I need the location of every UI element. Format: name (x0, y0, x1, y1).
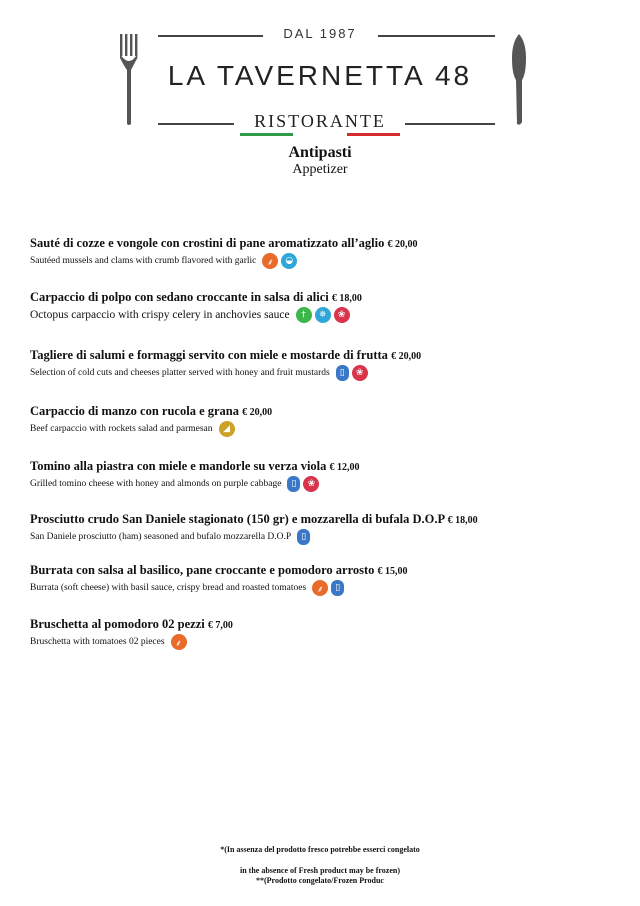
nuts-icon: ❀ (303, 476, 319, 492)
allergen-icons (312, 580, 344, 596)
wheat-icon: ⸙ (312, 580, 328, 596)
allergen-icons (219, 421, 235, 437)
item-price: € 18,00 (447, 515, 478, 526)
italian-flag-stripe (240, 133, 400, 136)
item-price: € 20,00 (242, 407, 273, 418)
menu-item (30, 348, 620, 382)
brand-name: LA TAVERNETTA 48 (167, 60, 473, 91)
item-name: Tagliere di salumi e formaggi servito con miele e mostarde di frutta (30, 348, 388, 362)
milk-icon: ▯ (287, 476, 300, 492)
top-left-rule (158, 35, 263, 37)
milk-icon: ▯ (336, 365, 349, 381)
shellfish-icon: ◒ (281, 253, 297, 269)
item-price: € 18,00 (331, 293, 362, 304)
menu-item (30, 617, 620, 651)
item-description: Grilled tomino cheese with honey and almonds on purple cabbage (30, 478, 282, 489)
menu-item (30, 563, 620, 597)
allergen-icons (262, 253, 297, 269)
brand-subtitle: RISTORANTE (254, 111, 386, 131)
milk-icon: ▯ (297, 529, 310, 545)
menu-item (30, 459, 620, 493)
footer-note-3: **(Prodotto congelato/Frozen Produc (256, 876, 384, 885)
fork-icon (118, 34, 140, 126)
item-description: Beef carpaccio with rockets salad and parmesan (30, 423, 213, 434)
item-price: € 7,00 (207, 620, 233, 631)
item-description: San Daniele prosciutto (ham) seasoned and bufalo mozzarella D.O.P (30, 531, 292, 542)
footer-note-1: *(In assenza del prodotto fresco potrebbe esserci congelato (220, 845, 420, 854)
item-name: Carpaccio di manzo con rucola e grana (30, 404, 240, 418)
nuts-icon: ❀ (334, 307, 350, 323)
wheat-icon: ⸙ (171, 634, 187, 650)
fish-icon: † (296, 307, 312, 323)
item-description: Octopus carpaccio with crispy celery in anchovies sauce (30, 308, 290, 321)
mustard-icon: ◢ (219, 421, 235, 437)
bottom-left-rule (158, 123, 234, 125)
item-name: Tomino alla piastra con miele e mandorle su verza viola (30, 459, 327, 473)
footer-note-2: in the absence of Fresh product may be frozen) (240, 866, 400, 875)
item-price: € 15,00 (377, 566, 408, 577)
wheat-icon: ⸙ (262, 253, 278, 269)
item-name: Bruschetta al pomodoro 02 pezzi (30, 617, 205, 631)
item-name: Sauté di cozze e vongole con crostini di pane aromatizzato all’aglio (30, 236, 385, 250)
item-description: Sautéed mussels and clams with crumb flavored with garlic (30, 255, 257, 266)
restaurant-logo (0, 0, 640, 140)
item-description: Burrata (soft cheese) with basil sauce, crispy bread and roasted tomatoes (30, 582, 307, 593)
item-description: Bruschetta with tomatoes 02 pieces (30, 636, 165, 647)
menu-item (30, 236, 620, 270)
item-name: Burrata con salsa al basilico, pane croccante e pomodoro arrosto (30, 563, 375, 577)
item-description: Selection of cold cuts and cheeses platter served with honey and fruit mustards (30, 367, 330, 378)
allergen-icons (287, 476, 319, 492)
allergen-icons (171, 634, 187, 650)
section-title: Antipasti (288, 144, 352, 161)
crustacean-icon: ✵ (315, 307, 331, 323)
allergen-icons (336, 365, 368, 381)
top-right-rule (378, 35, 495, 37)
menu-item (30, 290, 620, 324)
menu-item (30, 512, 620, 546)
nuts-icon: ❀ (352, 365, 368, 381)
knife-icon (510, 34, 528, 126)
menu-item (30, 404, 620, 438)
allergen-icons (297, 529, 310, 545)
allergen-icons (296, 307, 350, 323)
item-price: € 20,00 (391, 351, 422, 362)
milk-icon: ▯ (331, 580, 344, 596)
item-price: € 20,00 (387, 239, 418, 250)
section-subtitle: Appetizer (292, 162, 348, 177)
item-name: Prosciutto crudo San Daniele stagionato (150 gr) e mozzarella di bufala D.O.P (30, 512, 445, 526)
item-name: Carpaccio di polpo con sedano croccante in salsa di alici (30, 290, 329, 304)
bottom-right-rule (405, 123, 495, 125)
since-label: DAL 1987 (283, 26, 357, 41)
item-price: € 12,00 (329, 462, 360, 473)
